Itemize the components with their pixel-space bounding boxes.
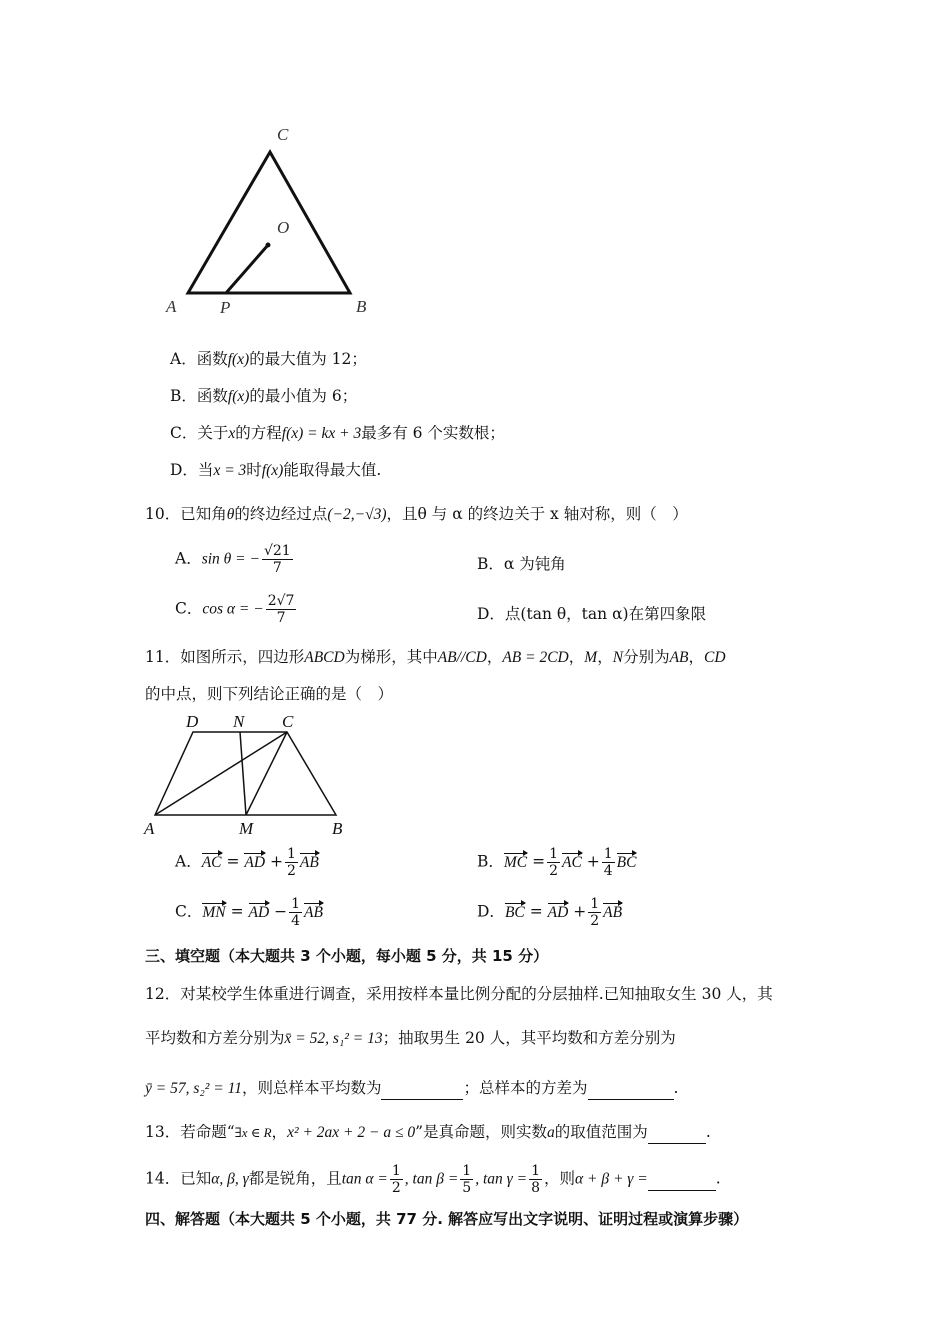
q10-option-d — [477, 603, 706, 625]
q11-comma2: ， — [568, 648, 585, 666]
q10-d-text: D．点(tan θ，tan α)在第四象限 — [477, 605, 707, 623]
q14-num-3: 1 — [531, 1163, 541, 1179]
q11-b-fraction-1 — [547, 846, 560, 879]
q10-b-text: B．α 为钝角 — [477, 555, 566, 573]
q11-abcd: ABCD — [304, 649, 345, 666]
q11-stem-line2 — [145, 683, 393, 705]
label-b: B — [356, 297, 367, 316]
q9-a-prefix: A．函数 — [170, 350, 228, 368]
q11-b-fraction-2 — [602, 846, 615, 879]
q10-stem-b: 的终边经过点 — [234, 505, 328, 523]
q10-option-c — [175, 593, 298, 626]
label-c: C — [277, 125, 289, 144]
q11-stem1-c: 分别为 — [623, 648, 670, 666]
q12-answer-blank-2[interactable] — [588, 1077, 674, 1100]
q10-option-b — [477, 553, 566, 575]
q10-stem-a: 10．已知角 — [145, 505, 227, 523]
q11-d-fraction — [588, 896, 601, 929]
vector-ad: AD — [548, 902, 569, 924]
q14-den-1: 2 — [391, 1180, 401, 1196]
q14-answer-blank[interactable] — [648, 1168, 716, 1191]
q11-comma1: ， — [486, 648, 503, 666]
vector-ac: AC — [562, 852, 582, 874]
label-a: A — [144, 819, 155, 838]
q10-a-lhs: sin θ = − — [201, 550, 260, 568]
q11-a-label: A． — [175, 852, 202, 871]
q9-c-eq: f(x) = kx + 3 — [281, 425, 362, 442]
label-o: O — [277, 218, 290, 237]
q11-a-eq: = — [226, 852, 240, 871]
q11-d-eq: = — [529, 902, 543, 921]
q12-line3 — [145, 1077, 678, 1100]
q9-option-a — [170, 348, 367, 371]
q10-c-num: 2√7 — [267, 593, 295, 609]
q12-line3-b: ；总样本的方差为 — [463, 1079, 588, 1097]
q9-b-fx: f(x) — [227, 388, 250, 405]
label-d: D — [186, 712, 199, 731]
q11-a-plus: + — [270, 852, 283, 871]
vector-ab: AB — [603, 902, 622, 924]
vector-mc: MC — [504, 852, 527, 874]
q12-line2-b: ；抽取男生 20 人，其平均数和方差分别为 — [382, 1029, 676, 1047]
q14-line — [145, 1163, 721, 1196]
q12-male-stats: ȳ = 57, s₂² = 11 — [145, 1080, 242, 1097]
q11-b-plus: + — [586, 852, 600, 871]
section-3-title: 三、填空题（本大题共 3 个小题，每小题 5 分，共 15 分） — [145, 947, 549, 965]
q9-d-fx: f(x) — [261, 462, 284, 479]
vector-ab: AB — [300, 852, 319, 874]
q10-a-label: A． — [175, 549, 202, 568]
q14-tan-alpha: tan α = — [341, 1170, 388, 1188]
q11-d-label: D． — [477, 902, 505, 921]
q10-a-num: √21 — [263, 543, 291, 559]
q12-line2-a: 平均数和方差分别为 — [145, 1029, 285, 1047]
q13-end: . — [705, 1123, 711, 1141]
q14-fraction-3 — [529, 1163, 542, 1196]
q13-c: 的取值范围为 — [554, 1123, 648, 1141]
q10-point: (−2,−√3) — [327, 506, 387, 523]
q12-line3-end: . — [673, 1079, 679, 1097]
q9-a-suffix: 的最大值为 12； — [249, 350, 367, 368]
section-4-title: 四、解答题（本大题共 5 个小题，共 77 分. 解答应写出文字说明、证明过程或演算步骤） — [145, 1210, 749, 1228]
q10-theta: θ — [226, 506, 235, 523]
label-c: C — [282, 712, 294, 731]
q11-cd: CD — [704, 649, 726, 666]
point-o — [266, 243, 271, 248]
q11-c-den: 4 — [291, 913, 301, 929]
q14-den-3: 8 — [531, 1180, 541, 1196]
segment-po — [226, 245, 268, 293]
q11-cond2: AB = 2CD — [502, 649, 569, 666]
q10-c-label: C． — [175, 599, 203, 618]
q13-exists: ∃x ∈ R — [234, 1125, 272, 1140]
q11-option-d — [477, 896, 622, 929]
q9-option-d — [170, 459, 381, 482]
q11-stem1-a: 11．如图所示，四边形 — [145, 648, 305, 666]
q12-answer-blank-1[interactable] — [381, 1077, 463, 1100]
q11-cond1: AB//CD — [437, 649, 487, 666]
q11-d-num: 1 — [590, 896, 600, 912]
vector-ab: AB — [304, 902, 323, 924]
label-p: P — [220, 298, 231, 317]
triangle-figure — [160, 118, 400, 323]
vector-bc: BC — [505, 902, 525, 924]
q9-a-fx: f(x) — [227, 351, 250, 368]
q11-m: M — [584, 649, 598, 666]
q11-b-num-2: 1 — [603, 846, 613, 862]
q11-n: N — [612, 649, 624, 666]
q14-c: ，则 — [544, 1169, 576, 1188]
q12-female-stats: x̄ = 52, s₁² = 13 — [284, 1030, 383, 1047]
q10-c-lhs: cos α = − — [202, 600, 264, 618]
q11-stem-line1 — [145, 646, 726, 669]
q13-b: ”是真命题，则实数 — [415, 1123, 548, 1141]
q11-b-label: B． — [477, 852, 504, 871]
q9-option-b — [170, 385, 357, 408]
q11-b-eq: = — [532, 852, 546, 871]
q14-tan-beta: , tan β = — [404, 1170, 459, 1188]
q10-c-den: 7 — [276, 610, 286, 626]
vector-mn: MN — [202, 902, 225, 924]
q11-c-eq: = — [230, 902, 244, 921]
q14-num-1: 1 — [391, 1163, 401, 1179]
q11-d-plus: + — [573, 902, 587, 921]
q11-a-fraction — [285, 846, 298, 879]
q9-b-suffix: 的最小值为 6； — [249, 387, 358, 405]
q9-d-suffix: 能取得最大值. — [283, 461, 382, 479]
q11-c-num: 1 — [291, 896, 301, 912]
q11-stem2: 的中点，则下列结论正确的是（ ） — [145, 685, 394, 703]
vector-bc: BC — [617, 852, 637, 874]
q13-var: a — [547, 1124, 555, 1141]
q9-c-x: x — [228, 425, 236, 442]
q13-a: 13．若命题“ — [145, 1123, 235, 1141]
q11-ab: AB — [669, 649, 689, 666]
q14-tan-gamma: , tan γ = — [475, 1170, 528, 1188]
q11-option-a — [175, 846, 319, 879]
vector-ac: AC — [202, 852, 222, 874]
label-n: N — [233, 712, 245, 731]
q11-c-minus: − — [274, 902, 288, 921]
vector-ad: AD — [249, 902, 270, 924]
q10-stem — [145, 503, 688, 526]
q11-comma4: ， — [688, 648, 705, 666]
q9-b-prefix: B．函数 — [170, 387, 228, 405]
q12-line3-a: ，则总样本平均数为 — [241, 1079, 382, 1097]
q14-num-2: 1 — [462, 1163, 472, 1179]
triangle-abc — [188, 152, 350, 293]
q14-a: 14．已知 — [145, 1169, 212, 1188]
trapezoid-figure — [140, 708, 360, 840]
q10-c-fraction — [266, 593, 297, 626]
q14-vars: α, β, γ — [211, 1170, 249, 1188]
q14-den-2: 5 — [462, 1180, 472, 1196]
q10-option-a — [175, 543, 295, 576]
q11-b-den-2: 4 — [603, 863, 613, 879]
q9-c-suffix: 最多有 6 个实数根； — [361, 424, 505, 442]
q11-b-num-1: 1 — [549, 846, 558, 862]
q13-line — [145, 1121, 711, 1144]
q13-inequality: x² + 2ax + 2 − a ≤ 0 — [287, 1124, 416, 1141]
q9-c-prefix: C．关于 — [170, 424, 229, 442]
q11-stem1-b: 为梯形，其中 — [344, 648, 438, 666]
q11-d-den: 2 — [590, 913, 600, 929]
q9-d-eq: x = 3 — [213, 462, 247, 479]
q14-sum: α + β + γ = — [575, 1170, 648, 1188]
q9-c-mid: 的方程 — [235, 424, 282, 442]
q11-option-c — [175, 896, 323, 929]
q11-comma3: ， — [597, 648, 613, 666]
vector-ad: AD — [244, 852, 265, 874]
label-a: A — [166, 297, 177, 316]
label-b: B — [332, 819, 343, 838]
q13-answer-blank[interactable] — [648, 1121, 706, 1144]
q11-a-den: 2 — [287, 863, 296, 879]
q9-d-mid: 时 — [246, 461, 262, 479]
q12-line1: 12．对某校学生体重进行调查，采用按样本量比例分配的分层抽样.已知抽取女生 30 人，其 — [145, 985, 773, 1003]
segment-mn — [240, 732, 246, 815]
q14-fraction-1 — [390, 1163, 403, 1196]
q14-fraction-2 — [460, 1163, 473, 1196]
q14-end: . — [715, 1169, 721, 1188]
q11-c-fraction — [289, 896, 302, 929]
q10-stem-d: θ 与 α 的终边关于 x 轴对称，则（ ） — [417, 505, 688, 523]
q14-b: 都是锐角，且 — [248, 1169, 342, 1188]
q11-a-num: 1 — [287, 846, 296, 862]
q12-line2 — [145, 1027, 676, 1050]
label-m: M — [239, 819, 254, 838]
q13-comma: ， — [271, 1123, 288, 1141]
q10-a-den: 7 — [272, 560, 282, 576]
q10-a-fraction — [262, 543, 293, 576]
q9-d-prefix: D．当 — [170, 461, 214, 479]
q9-option-c — [170, 422, 505, 445]
q11-option-b — [477, 846, 636, 879]
q11-c-label: C． — [175, 902, 203, 921]
q10-stem-c: ，且 — [386, 505, 418, 523]
q11-b-den-1: 2 — [549, 863, 558, 879]
